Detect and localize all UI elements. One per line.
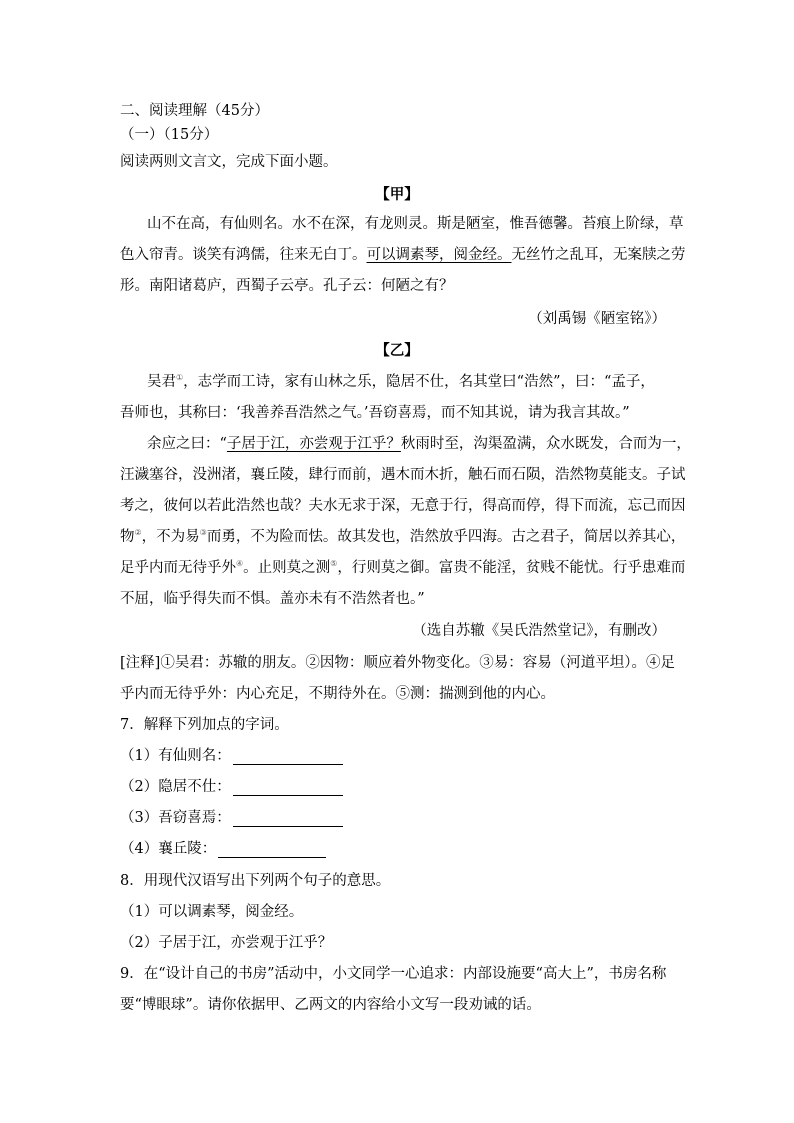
part-title: （一）（15分）: [120, 127, 219, 143]
answer-blank[interactable]: [218, 843, 326, 858]
yi-p2-line-4: 物②，不为易③而勇，不为险而怯。故其发也，浩然放乎四海。古之君子，简居以养其心，: [120, 528, 686, 545]
footnote-mark: ⑤: [330, 559, 338, 569]
footnote-mark: ④: [236, 559, 244, 569]
yi-p2-line-2: 汪濊塞谷，没洲渚，襄丘陵，肆行而前，遇木而木折，触石而石陨，浩然物莫能支。子试: [120, 467, 686, 483]
underlined-sentence: 子居于江，亦尝观于江乎？: [226, 436, 401, 452]
yi-source: （选自苏辙《吴氏浩然堂记》，有删改）: [412, 623, 666, 639]
q7-item-1: （1）有仙则名：: [120, 747, 343, 765]
yi-p1-line-2: 吾师也，其称曰：‘我善养吾浩然之气。’吾窃喜焉，而不知其说，请为我言其故。”: [120, 405, 630, 421]
jia-source: （刘禹锡《陋室铭》）: [528, 311, 666, 327]
footnote-mark: ②: [134, 528, 142, 538]
q8-item-1: （1）可以调素琴，阅金经。: [120, 904, 304, 920]
q9-line-2: 要“博眼球”。请你依据甲、乙两文的内容给小文写一段劝诫的话。: [120, 997, 541, 1013]
section-title: 二、阅读理解（45分）: [120, 103, 269, 119]
answer-blank[interactable]: [233, 750, 343, 765]
answer-blank[interactable]: [233, 781, 343, 796]
footnote-mark: ③: [199, 528, 207, 538]
q7-title: 7．解释下列加点的字词。: [120, 717, 289, 733]
jia-line-2: 色入帘青。谈笑有鸿儒，往来无白丁。可以调素琴，阅金经。无丝竹之乱耳，无案牍之劳: [120, 247, 686, 263]
q9-line-1: 9．在“设计自己的书房”活动中，小文同学一心追求：内部设施要“高大上”，书房名称: [120, 966, 667, 982]
q7-item-2: （2）隐居不仕：: [120, 778, 343, 796]
jia-heading: 【甲】: [375, 186, 419, 203]
yi-p1-line-1: 吴君①，志学而工诗，家有山林之乐，隐居不仕，名其堂曰“浩然”，曰：“孟子，: [147, 373, 655, 390]
yi-p2-line-5: 足乎内而无待乎外④。止则莫之测⑤，行则莫之御。富贵不能淫，贫贱不能忧。行乎患难而: [120, 559, 686, 576]
yi-heading: 【乙】: [375, 342, 419, 359]
yi-p2-line-1: 余应之曰：“子居于江，亦尝观于江乎？秋雨时至，沟渠盈满，众水既发，合而为一，: [147, 436, 691, 452]
yi-p2-line-3: 考之，彼何以若此浩然也哉？夫水无求于深，无意于行，得高而停，得下而流，忘己而因: [120, 498, 686, 514]
jia-line-3: 形。南阳诸葛庐，西蜀子云亭。孔子云：何陋之有？: [120, 278, 454, 294]
answer-blank[interactable]: [233, 812, 343, 827]
yi-p2-line-6: 不屈，临乎得失而不惧。盖亦未有不浩然者也。”: [120, 591, 425, 607]
underlined-sentence: 可以调素琴，阅金经。: [366, 247, 512, 263]
footnote-mark: ①: [176, 373, 184, 383]
notes-line-1: [注释]①吴君：苏辙的朋友。②因物：顺应着外物变化。③易：容易（河道平坦）。④足: [120, 655, 676, 671]
q8-item-2: （2）子居于江，亦尝观于江乎？: [120, 935, 333, 951]
q8-title: 8．用现代汉语写出下列两个句子的意思。: [120, 873, 391, 889]
notes-line-2: 乎内而无待乎外：内心充足，不期待外在。⑤测：揣测到他的内心。: [120, 686, 555, 702]
instruction: 阅读两则文言文，完成下面小题。: [120, 154, 338, 170]
q7-item-3: （3）吾窃喜焉：: [120, 809, 343, 827]
q7-item-4: （4）襄丘陵：: [120, 840, 326, 858]
jia-line-1: 山不在高，有仙则名。水不在深，有龙则灵。斯是陋室，惟吾德馨。苔痕上阶绿，草: [147, 216, 684, 232]
